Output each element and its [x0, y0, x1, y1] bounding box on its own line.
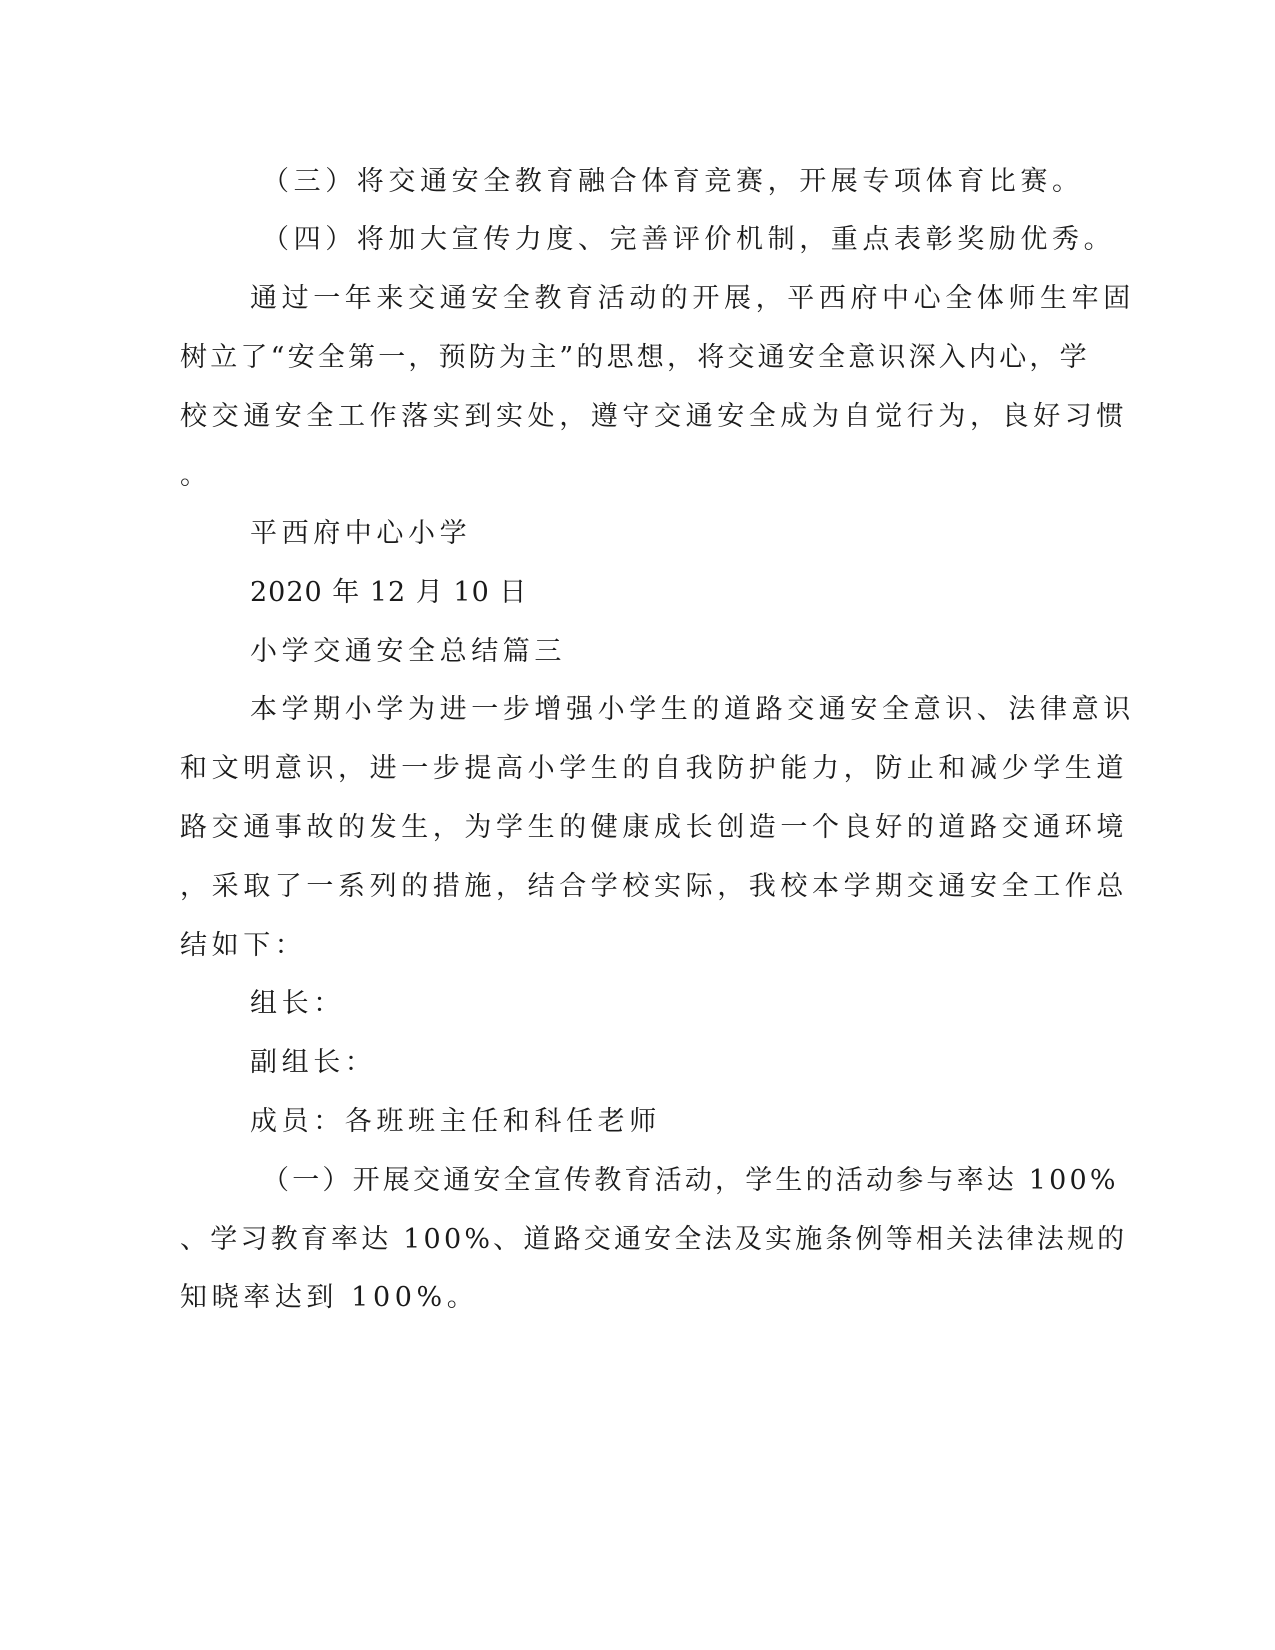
paragraph-line: 知晓率达到 100%。 [180, 1282, 479, 1313]
signature-date: 2020 年 12 月 10 日 [250, 577, 528, 608]
paragraph-line: ，采取了一系列的措施，结合学校实际，我校本学期交通安全工作总 [180, 871, 1128, 902]
paragraph-line: 路交通事故的发生，为学生的健康成长创造一个良好的道路交通环境 [180, 812, 1128, 843]
paragraph-line: 、学习教育率达 100%、道路交通安全法及实施条例等相关法律法规的 [180, 1224, 1128, 1255]
section-heading: 小学交通安全总结篇三 [250, 636, 566, 667]
deputy-leader-line: 副组长： [250, 1047, 377, 1078]
paragraph-line: （一）开展交通安全宣传教育活动，学生的活动参与率达 100% [262, 1165, 1119, 1196]
paragraph-line: 通过一年来交通安全教育活动的开展，平西府中心全体师生牢固 [250, 283, 1135, 314]
members-line: 成员：各班班主任和科任老师 [250, 1106, 661, 1137]
paragraph-line: 校交通安全工作落实到实处，遵守交通安全成为自觉行为，良好习惯 [180, 401, 1128, 432]
paragraph-line: 本学期小学为进一步增强小学生的道路交通安全意识、法律意识 [250, 694, 1135, 725]
paragraph-line: 和文明意识，进一步提高小学生的自我防护能力，防止和减少学生道 [180, 753, 1128, 784]
paragraph-line: 树立了“安全第一，预防为主”的思想，将交通安全意识深入内心，学 [180, 342, 1090, 373]
paragraph-line: （三）将交通安全教育融合体育竞赛，开展专项体育比赛。 [262, 166, 1084, 197]
paragraph-line: 结如下： [180, 930, 307, 961]
paragraph-line: （四）将加大宣传力度、完善评价机制，重点表彰奖励优秀。 [262, 224, 1116, 255]
signature-organization: 平西府中心小学 [250, 518, 472, 549]
paragraph-line: 。 [180, 460, 212, 491]
group-leader-line: 组长： [250, 988, 345, 1019]
